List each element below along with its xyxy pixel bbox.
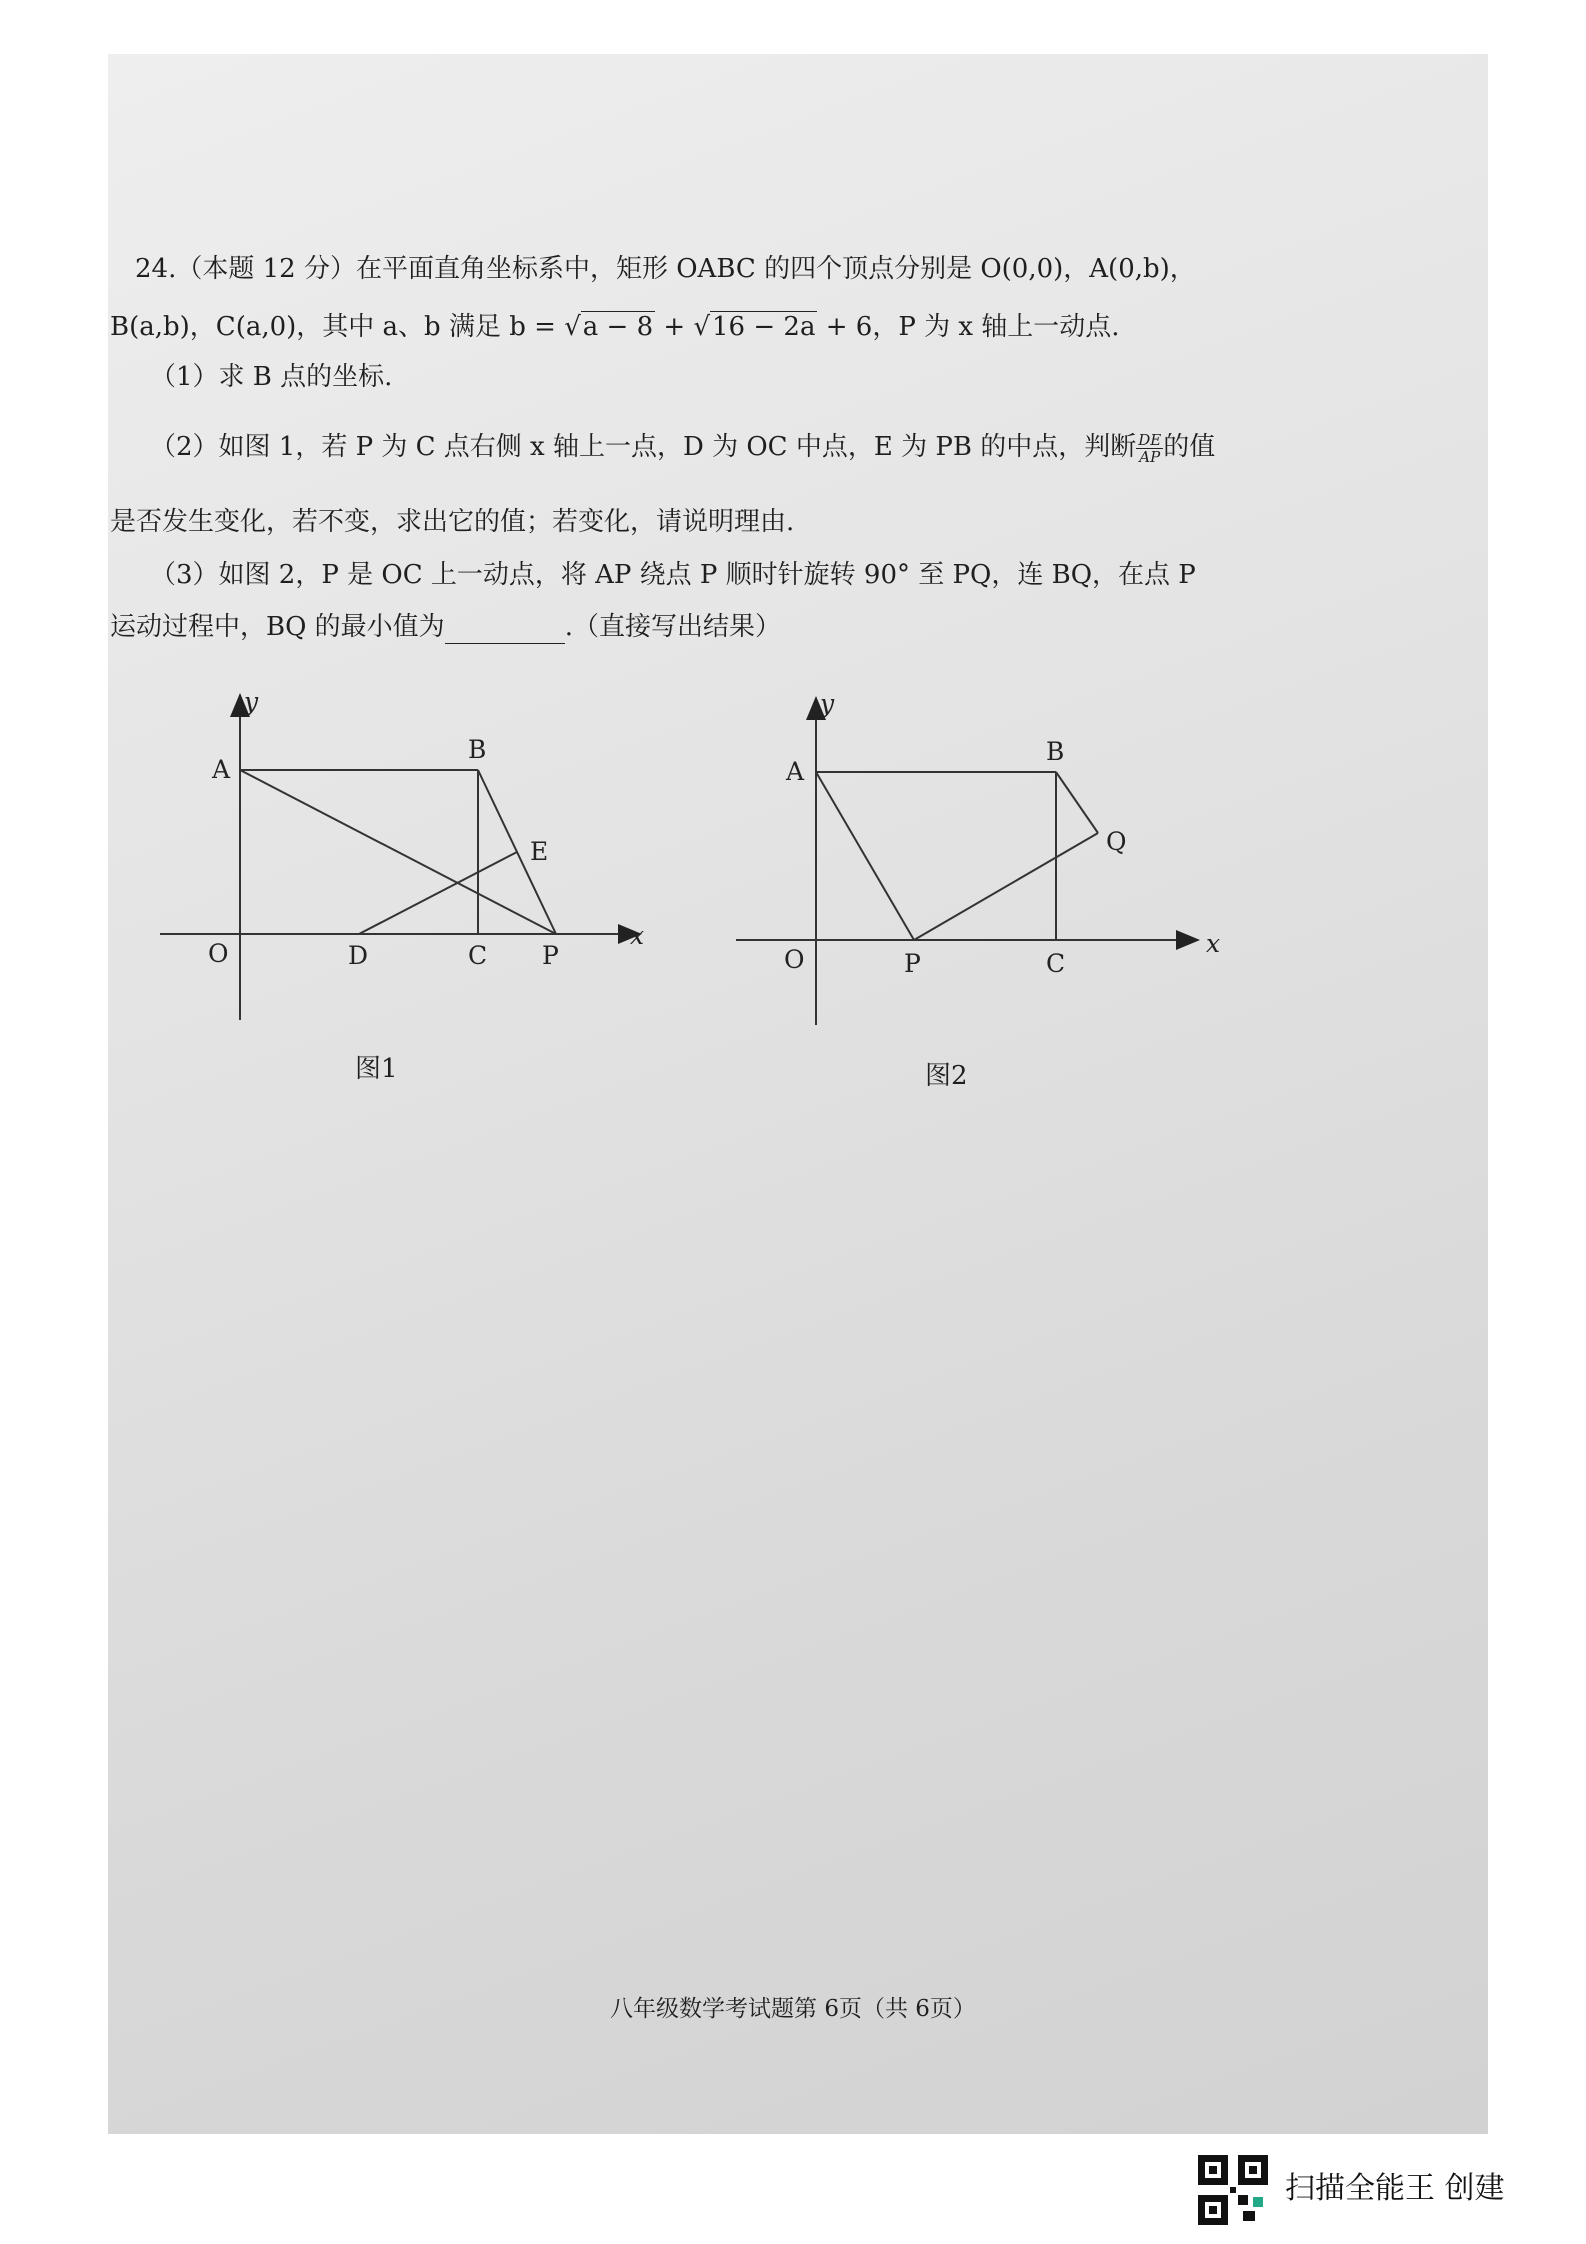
segment-ap xyxy=(816,772,914,940)
fraction-denominator: AP xyxy=(1139,447,1161,466)
point-d-label: D xyxy=(348,941,369,970)
point-a-label: A xyxy=(212,755,231,784)
question-3-tail: .（直接写出结果） xyxy=(564,612,781,642)
segment-pq xyxy=(914,833,1098,940)
question-2-tail: 的值 xyxy=(1163,432,1216,462)
x-axis-label: x xyxy=(630,921,645,950)
segment-de xyxy=(359,852,517,934)
question-2-line-2 xyxy=(110,505,794,539)
segment-ap xyxy=(240,770,556,934)
figure-1-caption: 图1 xyxy=(355,1054,398,1084)
question-3-text: （3）如图 2，P 是 OC 上一动点，将 AP 绕点 P 顺时针旋转 90° 至 PQ，连 BQ，在点 P xyxy=(150,560,1196,590)
fraction-numerator: DE xyxy=(1138,430,1162,449)
point-e-label: E xyxy=(530,837,549,866)
scanner-brand: 扫描全能王 创建 xyxy=(1285,2171,1505,2206)
question-2-text: （2）如图 1，若 P 为 C 点右侧 x 轴上一点，D 为 OC 中点，E 为 PB 的中点，判断 xyxy=(150,432,1137,462)
figure-2-caption: 图2 xyxy=(925,1061,968,1091)
point-a-label: A xyxy=(786,757,805,786)
sqrt-term-1: a − 8 xyxy=(582,312,654,342)
figure-2 xyxy=(728,690,1248,1030)
question-3-line-2-text: 运动过程中，BQ 的最小值为 xyxy=(110,612,445,642)
segment-bq xyxy=(1056,772,1098,833)
sqrt-term-2: 16 − 2a xyxy=(712,312,816,342)
figure-1 xyxy=(140,680,680,1020)
point-o-label: O xyxy=(208,939,229,968)
y-axis-label: y xyxy=(820,690,835,718)
question-1 xyxy=(150,360,392,394)
point-b-label: B xyxy=(1046,737,1065,766)
point-p-label: P xyxy=(542,941,559,970)
fraction-de-ap xyxy=(1136,432,1163,465)
problem-line-1 xyxy=(135,252,1196,286)
point-c-label: C xyxy=(468,941,488,970)
point-c-label: C xyxy=(1046,949,1066,978)
answer-blank xyxy=(445,619,565,644)
point-o-label: O xyxy=(784,945,805,974)
question-3-line-2 xyxy=(110,610,781,644)
question-2 xyxy=(150,430,1215,465)
y-axis-label: y xyxy=(244,687,259,716)
point-q-label: Q xyxy=(1106,827,1127,856)
point-b-label: B xyxy=(468,735,487,764)
condition-pre: B(a,b)，C(a,0)，其中 a、b 满足 b = √ xyxy=(110,312,581,342)
problem-intro: 24.（本题 12 分）在平面直角坐标系中，矩形 OABC 的四个顶点分别是 O(0,0)，A(0,b)， xyxy=(135,254,1196,284)
problem-line-2 xyxy=(110,310,1120,344)
x-axis-label: x xyxy=(1206,929,1221,958)
question-3 xyxy=(150,558,1196,592)
question-2-line-2-text: 是否发生变化，若不变，求出它的值；若变化，请说明理由. xyxy=(110,507,795,537)
point-p-label: P xyxy=(904,949,921,978)
qr-code-icon xyxy=(1198,2155,1268,2225)
condition-mid: + √ xyxy=(655,312,711,342)
page-footer: 八年级数学考试题第 6页（共 6页） xyxy=(610,1996,976,2022)
condition-post: + 6，P 为 x 轴上一动点. xyxy=(817,312,1120,342)
question-1-text: （1）求 B 点的坐标. xyxy=(150,362,393,392)
